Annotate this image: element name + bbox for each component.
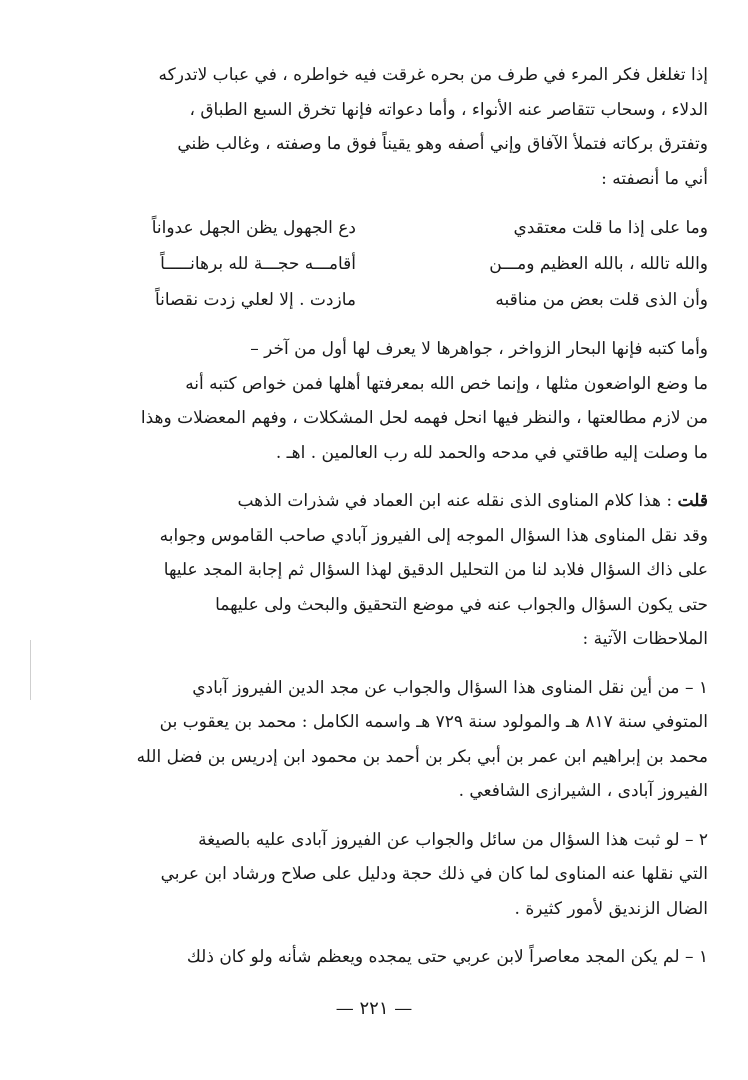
verse-second-hemistich: أقامـــه حجـــة لله برهانـــــاً bbox=[160, 254, 356, 274]
text-line: أني ما أنصفته : bbox=[601, 168, 708, 189]
text-line: محمد بن إبراهيم ابن عمر بن أبي بكر بن أحمد بن محمود ابن إدريس بن فضل الله bbox=[136, 746, 708, 767]
text-line: ١ – من أين نقل المناوى هذا السؤال والجواب عن مجد الدين الفيروز آبادي bbox=[192, 677, 708, 698]
spacer bbox=[96, 809, 708, 823]
spacer bbox=[96, 470, 708, 484]
text-line: إذا تغلغل فكر المرء في طرف من بحره غرقت فيه خواطره ، في عباب لاتدركه bbox=[158, 65, 708, 85]
paragraph-qult bbox=[96, 484, 708, 657]
text-line: المتوفي سنة ٨١٧ هـ والمولود سنة ٧٢٩ هـ واسمه الكامل : محمد بن يعقوب بن bbox=[159, 712, 708, 732]
text-line: حتى يكون السؤال والجواب عنه في موضع التحقيق والبحث ولى عليهما bbox=[215, 594, 708, 615]
verse-first-hemistich: وأن الذى قلت بعض من مناقبه bbox=[495, 290, 708, 310]
verse-first-hemistich: والله تالله ، بالله العظيم ومـــن bbox=[489, 254, 708, 274]
verse-line bbox=[96, 210, 708, 246]
text-line: التي نقلها عنه المناوى لما كان في ذلك حجة ودليل على صلاح ورشاد ابن عربي bbox=[160, 864, 708, 884]
spacer bbox=[96, 657, 708, 671]
paragraph-note-3 bbox=[96, 940, 708, 975]
text-line: وتفترق بركاته فتملأ الآفاق وإني أصفه وهو يقيناً فوق ما وصفته ، وغالب ظني bbox=[177, 134, 708, 154]
text-line: ١ – لم يكن المجد معاصراً لابن عربي حتى يمجده ويعظم شأنه ولو كان ذلك bbox=[186, 947, 708, 967]
text-line: الضال الزنديق لأمور كثيرة . bbox=[514, 898, 708, 919]
spacer bbox=[96, 196, 708, 210]
text-line: ما وضع الواضعون مثلها ، وإنما خص الله بمعرفتها أهلها فمن خواص كتبه أنه bbox=[185, 373, 708, 394]
text-line: ما وصلت إليه طاقتي في مدحه والحمد لله رب العالمين . اهـ . bbox=[275, 442, 708, 463]
qult-intro: : هذا كلام المناوى الذى نقله عنه ابن العماد في شذرات الذهب bbox=[237, 491, 678, 511]
verse-line bbox=[96, 246, 708, 282]
text-line: ٢ – لو ثبت هذا السؤال من سائل والجواب عن الفيروز آبادى عليه بالصيغة bbox=[198, 829, 708, 850]
poem-verses bbox=[96, 210, 708, 318]
paragraph-note-2 bbox=[96, 823, 708, 927]
scan-edge-mark bbox=[30, 640, 31, 700]
spacer bbox=[96, 318, 708, 332]
text-line: من لازم مطالعتها ، والنظر فيها انحل فهمه لحل المشكلات ، وفهم المعضلات وهذا bbox=[140, 408, 708, 428]
text-line bbox=[96, 484, 708, 519]
paragraph-note-1 bbox=[96, 671, 708, 809]
text-line: وأما كتبه فإنها البحار الزواخر ، جواهرها لا يعرف لها أول من آخر – bbox=[250, 339, 708, 359]
text-line: الدلاء ، وسحاب تتقاصر عنه الأنواء ، وأما دعواته فإنها تخرق السبع الطباق ، bbox=[189, 99, 708, 120]
paragraph-books bbox=[96, 332, 708, 470]
text-line: على ذاك السؤال فلابد لنا من التحليل الدقيق لهذا السؤال ثم إجابة المجد عليها bbox=[163, 560, 708, 580]
page-number: — ٢٢١ — bbox=[335, 998, 413, 1019]
verse-second-hemistich: دع الجهول يظن الجهل عدواناً bbox=[151, 218, 356, 238]
text-line: الملاحظات الآتية : bbox=[582, 629, 708, 649]
qult-label: قلت bbox=[677, 491, 708, 511]
paragraph-praise bbox=[96, 58, 708, 196]
page-body bbox=[96, 58, 708, 975]
text-line: الفيروز آبادى ، الشيرازى الشافعي . bbox=[458, 781, 708, 801]
verse-line bbox=[96, 282, 708, 318]
text-line: وقد نقل المناوى هذا السؤال الموجه إلى الفيروز آبادي صاحب القاموس وجوابه bbox=[159, 525, 708, 546]
spacer bbox=[96, 926, 708, 940]
verse-first-hemistich: وما على إذا ما قلت معتقدي bbox=[513, 218, 708, 238]
verse-second-hemistich: مازدت . إلا لعلي زدت نقصاناً bbox=[154, 290, 356, 310]
